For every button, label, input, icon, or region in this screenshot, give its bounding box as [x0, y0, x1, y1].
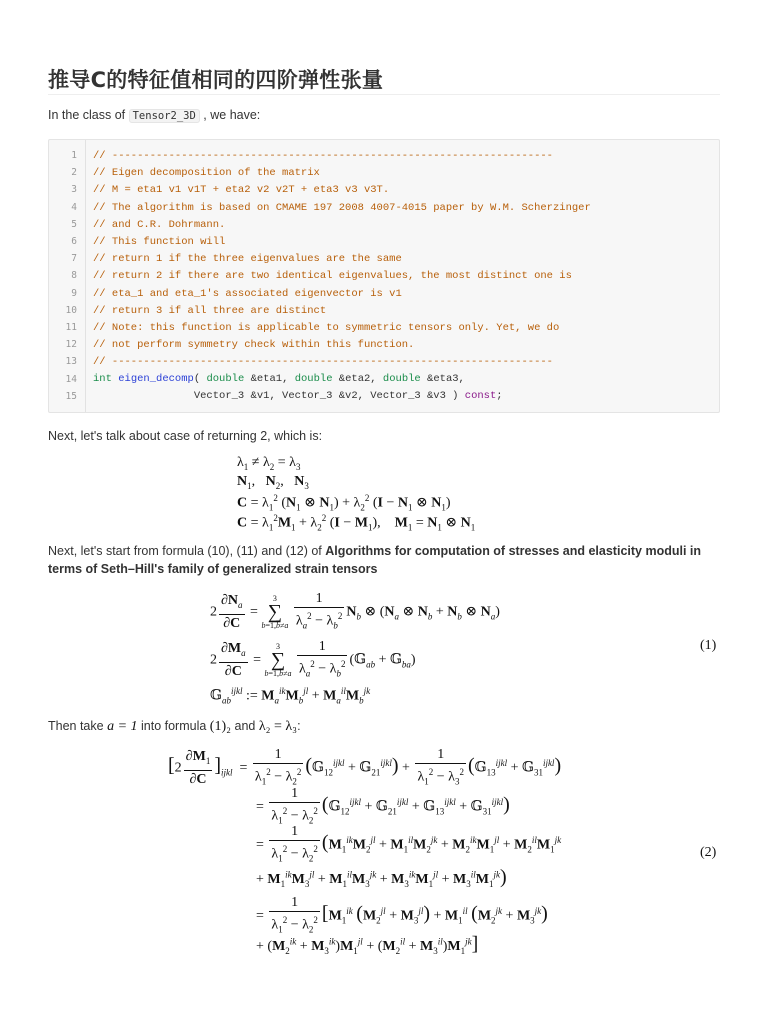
code-comment-line: // return 2 if there are two identical eigenvalues, the most distinct one is: [93, 270, 572, 283]
eq-2-line-3: = $\frac{1}{\lambda_1^2 - \lambda_2^2}$ ($M_1^{ik}M_2^{jl} + M_1^{il}M_2^{jk} + M_2^{ik}M_1^{jl} + M_2^{il}M_1^{jk}$: [256, 824, 562, 864]
const-keyword: const: [464, 390, 497, 402]
line-number: 1: [71, 150, 77, 161]
eq-2-line-1: [2 $\frac{\partial M_1}{\partial C}$ ]$_{ijkl}$ = $\frac{1}{\lambda_1^2 - \lambda_2^2}$ (𝔾$_{12}^{ijkl}$ + 𝔾$_{21}^{ijkl}$) + $\frac{1}{\lambda_1^2 - \lambda_3^2}$ (𝔾$_{13}^{ijkl}$ + 𝔾$_{31}^{ijkl}$): [168, 747, 562, 788]
page-title: 推导C的特征值相同的四阶弹性张量: [48, 68, 384, 92]
eq-2-line-6: + $(M_2^{ik} + M_3^{ik})M_1^{jl} + (M_2^{il} + M_3^{il})M_1^{jk}$]: [256, 933, 479, 956]
line-number: 14: [65, 373, 77, 385]
type-keyword: double: [382, 373, 421, 385]
line-number: 10: [65, 304, 77, 316]
code-indent: [93, 390, 194, 402]
paragraph-text: :: [297, 719, 301, 733]
eq-eigenvectors: $N_1$, $N_2$, $N_3$: [237, 474, 309, 491]
line-number: 2: [71, 167, 77, 179]
eq-C-decomp-1: $C = \lambda_1^2$ ($N_1$ ⊗ $N_1) + \lambda_2^2$ ($I - N_1$ ⊗ $N_1$): [237, 493, 451, 513]
inline-math: λ₂ = λ₃: [258, 719, 298, 734]
paper-title: Algorithms for computation of stresses and elasticity moduli in terms of Seth–Hill's family of generalized strain tensors: [48, 544, 702, 576]
inline-code-class: Tensor2_3D: [129, 109, 200, 123]
paragraph-text: Next, let's start from formula (10), (11) and (12) of: [48, 544, 326, 558]
code-arg: &eta3,: [420, 373, 465, 385]
code-arg: Vector_3 &v1, Vector_3 &v2, Vector_3 &v3 ): [193, 390, 465, 402]
eq-eigen-relation: $\lambda_1 \ne \lambda_2 = \lambda_3$: [237, 455, 301, 472]
paragraph-formula-source: [48, 542, 720, 578]
code-comment-line: // ----------------------------------------------------------------------: [93, 150, 553, 162]
eq-1-line-2: 2 $\frac{\partial M_a}{\partial C}$ = 3 ∑ b=1,b≠a $\frac{1}{\lambda_a^2 - \lambda_b^2}$ (𝔾$_{ab}$ + 𝔾$_{ba}$): [210, 639, 416, 680]
line-number: 13: [65, 356, 77, 368]
function-name: eigen_decomp: [118, 373, 194, 385]
equation-number-1: (1): [700, 638, 717, 653]
paragraph-case-2: Next, let's talk about case of returning 2, which is:: [48, 429, 323, 443]
equation-number-2: (2): [700, 845, 717, 860]
code-line-14: [93, 373, 465, 385]
eq-2-line-4: + $M_1^{ik}M_3^{jl} + M_1^{il}M_3^{jk} + M_3^{ik}M_1^{jl} + M_3^{il}M_1^{jk}$): [256, 866, 507, 889]
intro-paragraph: [48, 106, 260, 125]
code-comment-line: // return 3 if all three are distinct: [93, 304, 327, 317]
code-comment-line: // return 1 if the three eigenvalues are the same: [93, 253, 402, 266]
line-number: 7: [71, 253, 77, 265]
code-comment-line: // and C.R. Dohrmann.: [93, 218, 226, 231]
line-number: 5: [71, 218, 77, 230]
line-number: 6: [71, 236, 77, 247]
line-number: 8: [71, 270, 77, 282]
code-arg: &eta1,: [244, 373, 295, 385]
eq-2-line-2: = $\frac{1}{\lambda_1^2 - \lambda_2^2}$ (𝔾$_{12}^{ijkl}$ + 𝔾$_{21}^{ijkl}$ + 𝔾$_{13}^{ijkl}$ + 𝔾$_{31}^{ijkl}$): [256, 786, 510, 826]
intro-text-after: , we have:: [199, 108, 261, 122]
line-number: 3: [71, 184, 77, 196]
inline-math: a = 1: [107, 719, 138, 734]
eq-1-line-1: 2 $\frac{\partial N_a}{\partial C}$ = 3 ∑ b=1,b≠a $\frac{1}{\lambda_a^2 - \lambda_b^2}$ $N_b$ ⊗ ($N_a$ ⊗ $N_b + N_b$ ⊗ $N_a$): [210, 591, 500, 632]
line-number: 15: [65, 390, 77, 402]
line-number: 11: [65, 322, 77, 333]
code-arg: &eta2,: [332, 373, 383, 385]
eq-C-decomp-2: $C = \lambda_1^2M_1 + \lambda_2^2$ $(I - M_1)$, $M_1 = N_1$ ⊗ $N_1$: [237, 513, 476, 533]
paragraph-text: into formula: [137, 719, 210, 733]
title-divider: [48, 94, 720, 95]
intro-text: In the class of: [48, 108, 129, 122]
paragraph-text: and: [231, 719, 259, 733]
type-keyword: int: [93, 373, 112, 385]
eq-1-line-3: 𝔾$_{ab}^{ijkl}$ := $M_a^{ik}M_b^{jl} + M_a^{il}M_b^{jk}$: [210, 686, 371, 706]
line-number: 4: [71, 201, 77, 213]
inline-math: (1)₂: [209, 719, 232, 734]
type-keyword: double: [294, 373, 333, 385]
code-comment-line: // Note: this function is applicable to symmetric tensors only. Yet, we do: [93, 322, 560, 334]
code-punct: (: [193, 373, 207, 385]
code-comment-line: // ----------------------------------------------------------------------: [93, 356, 553, 369]
code-punct: ;: [496, 390, 503, 402]
code-comment-line: // eta_1 and eta_1's associated eigenvector is v1: [93, 287, 402, 300]
code-comment-line: // The algorithm is based on CMAME 197 2008 4007-4015 paper by W.M. Scherzinger: [93, 201, 591, 214]
code-comment-line: // Eigen decomposition of the matrix: [93, 167, 320, 180]
code-comment-line: // This function will: [93, 236, 226, 248]
line-number: 12: [65, 339, 77, 351]
eq-2-line-5: = $\frac{1}{\lambda_1^2 - \lambda_2^2}$ [$M_1^{ik}$ $(M_2^{jl} + M_3^{jl}) + M_1^{il}$ $(M_2^{jk} + M_3^{jk})$: [256, 895, 548, 935]
type-keyword: double: [206, 373, 245, 385]
code-line-15: [93, 390, 503, 402]
paragraph-text: Then take: [48, 719, 108, 733]
code-comment-line: // M = eta1 v1 v1T + eta2 v2 v2T + eta3 v3 v3T.: [93, 184, 390, 197]
code-comment-line: // not perform symmetry check within this function.: [93, 339, 415, 352]
code-block: [48, 139, 720, 413]
line-number: 9: [71, 287, 77, 299]
paragraph-substitution: [48, 717, 301, 736]
